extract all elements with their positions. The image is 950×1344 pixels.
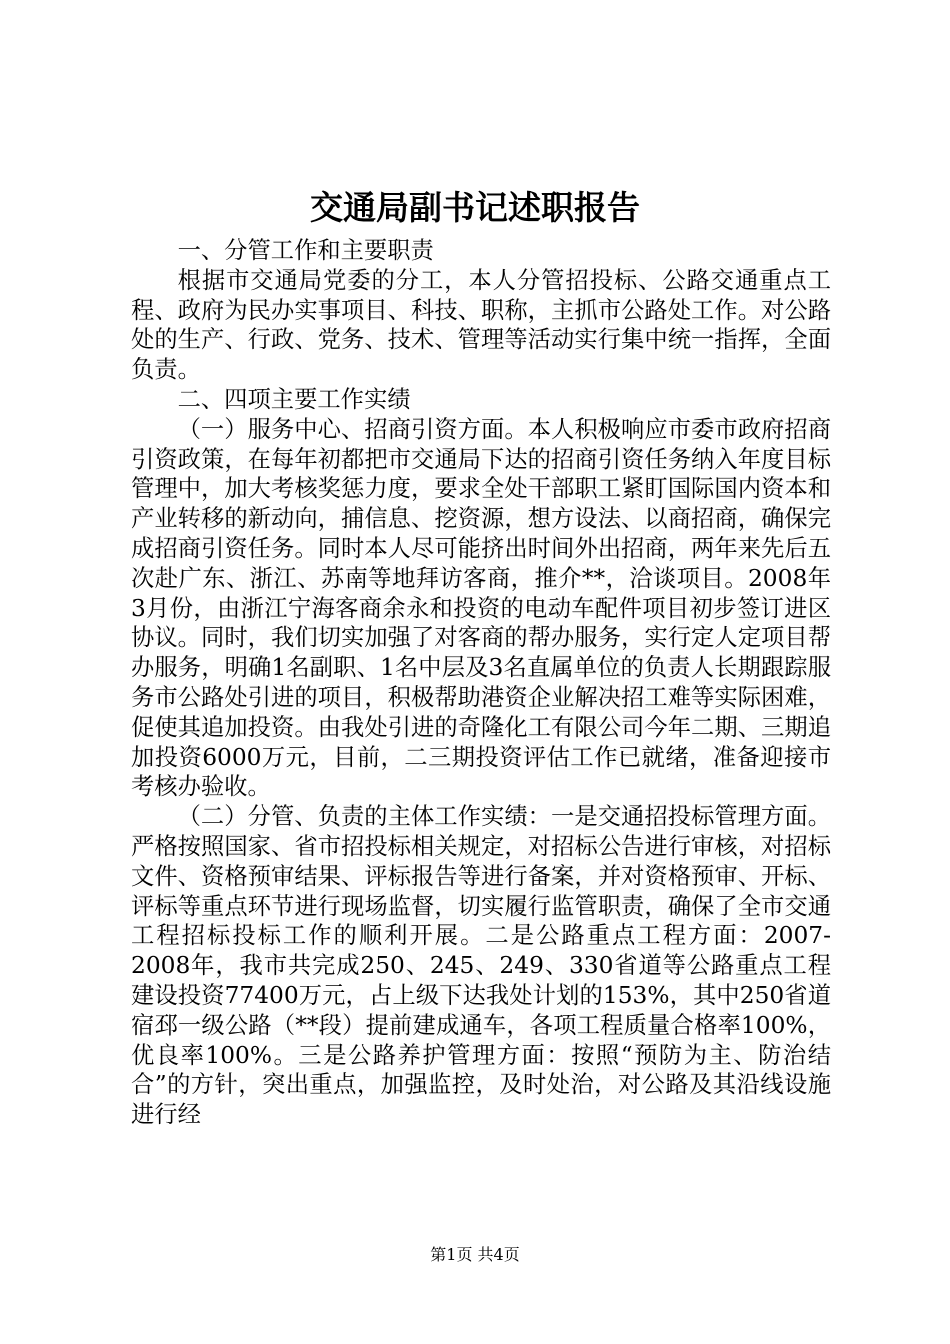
- paragraph-duties: 根据市交通局党委的分工，本人分管招投标、公路交通重点工程、政府为民办实事项目、科技、职称，主抓市公路处工作。对公路处的生产、行政、党务、技术、管理等活动实行集中统一指挥，全面负责。: [131, 266, 831, 384]
- section-heading-1: 一、分管工作和主要职责: [177, 237, 434, 264]
- page-footer: 第1页 共4页: [430, 1245, 520, 1264]
- section-heading-2: 二、四项主要工作实绩: [177, 385, 411, 413]
- document-title: 交通局副书记述职报告: [310, 188, 640, 227]
- paragraph-investment: （一）服务中心、招商引资方面。本人积极响应市委市政府招商引资政策，在每年初都把市交通局下达的招商引资任务纳入年度目标管理中，加大考核奖惩力度，要求全处干部职工紧盯国际国内资本和产业转移的新动向，捕信息、挖资源，想方设法、以商招商，确保完成招商引资任务。同时本人尽可能挤出时间外出招商，两年来先后五次赴广东、浙江、苏南等地拜访客商，推介**，洽谈项目。2008年3月份，由浙江宁海客商余永和投资的电动车配件项目初步签订进区协议。同时，我们切实加强了对客商的帮办服务，实行定人定项目帮办服务，明确1名副职、1名中层及3名直属单位的负责人长期跟踪服务市公路处引进的项目，积极帮助港资企业解决招工难等实际困难，促使其追加投资。由我处引进的奇隆化工有限公司今年二期、三期追加投资6000万元，目前，二三期投资评估工作已就绪，准备迎接市考核办验收。: [131, 415, 831, 801]
- document-body: [131, 236, 831, 1130]
- paragraph-main-work: （二）分管、负责的主体工作实绩：一是交通招投标管理方面。严格按照国家、省市招投标相关规定，对招标公告进行审核，对招标文件、资格预审结果、评标报告等进行备案，并对资格预审、开标、评标等重点环节进行现场监督，切实履行监管职责，确保了全市交通工程招标投标工作的顺利开展。二是公路重点工程方面：2007-2008年，我市共完成250、245、249、330省道等公路重点工程建设投资77400万元，占上级下达我处计划的153%，其中250省道宿邳一级公路（**段）提前建成通车，各项工程质量合格率100%，优良率100%。三是公路养护管理方面：按照“预防为主、防治结合”的方针，突出重点，加强监控，及时处治，对公路及其沿线设施进行经: [131, 803, 831, 1129]
